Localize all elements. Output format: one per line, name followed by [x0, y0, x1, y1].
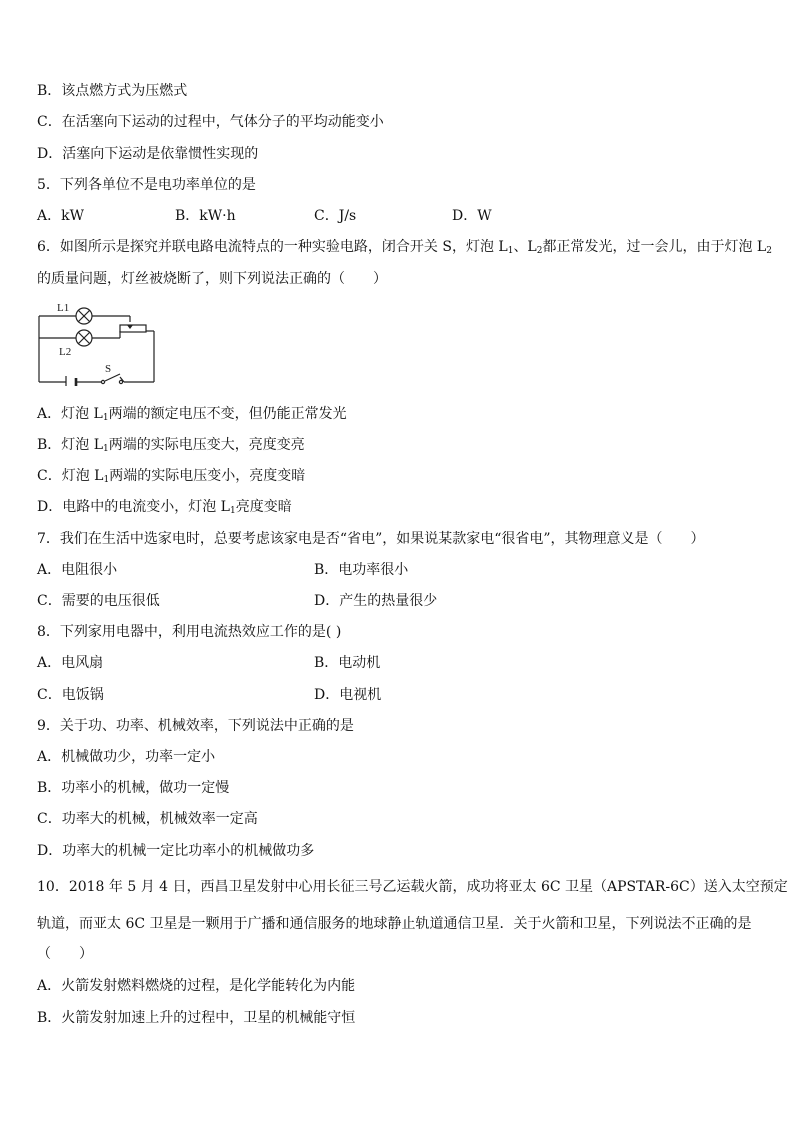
- q5-option-d: D．W: [452, 208, 492, 224]
- q8-stem: 8．下列家用电器中，利用电流热效应工作的是( ): [37, 624, 342, 640]
- label-s: S: [105, 363, 112, 375]
- q4-option-c: C．在活塞向下运动的过程中，气体分子的平均动能变小: [37, 114, 384, 130]
- q9-option-c: C．功率大的机械，机械效率一定高: [37, 811, 258, 827]
- q9-stem: 9．关于功、功率、机械效率，下列说法中正确的是: [37, 718, 354, 734]
- q7-option-b: B．电功率很小: [314, 562, 409, 578]
- q6-stem-line2: 的质量问题，灯丝被烧断了，则下列说法正确的（ ）: [37, 271, 387, 287]
- battery-icon: [66, 376, 76, 386]
- q8-option-d: D．电视机: [314, 687, 382, 703]
- q10-stem-line2: 轨道，而亚太 6C 卫星是一颗用于广播和通信服务的地球静止轨道通信卫星．关于火箭和卫星，下列说法不正确的是: [37, 916, 752, 932]
- q6-option-c: C．灯泡 $L_1$两端的实际电压变小，亮度变暗: [37, 468, 306, 485]
- q9-option-d: D．功率大的机械一定比功率小的机械做功多: [37, 843, 315, 859]
- q5-stem: 5．下列各单位不是电功率单位的是: [37, 177, 256, 193]
- q6-option-d: D．电路中的电流变小，灯泡 $L_1$亮度变暗: [37, 499, 292, 516]
- q4-option-d: D．活塞向下运动是依靠惯性实现的: [37, 146, 259, 162]
- lamp-l1-icon: [76, 308, 92, 324]
- q10-stem-line1: 10．2018 年 5 月 4 日，西昌卫星发射中心用长征三号乙运载火箭，成功将亚太 6C 卫星（APSTAR-6C）送入太空预定: [37, 879, 788, 895]
- rheostat-slider-icon: [127, 325, 133, 329]
- q4-option-b: B．该点燃方式为压燃式: [37, 83, 188, 99]
- q9-option-a: A．机械做功少，功率一定小: [37, 749, 216, 765]
- label-l1: L1: [57, 302, 70, 314]
- q10-option-a: A．火箭发射燃料燃烧的过程，是化学能转化为内能: [37, 978, 356, 994]
- q7-stem: 7．我们在生活中选家电时，总要考虑该家电是否“省电”，如果说某款家电“很省电”，其物理意义是（ ）: [37, 531, 705, 547]
- label-l2: L2: [59, 346, 72, 358]
- q9-option-b: B．功率小的机械，做功一定慢: [37, 780, 230, 796]
- q10-stem-line3: （ ）: [37, 946, 93, 962]
- q8-option-c: C．电饭锅: [37, 687, 104, 703]
- parallel-circuit-diagram: [30, 298, 160, 386]
- q7-option-c: C．需要的电压很低: [37, 593, 160, 609]
- q5-option-b: B．kW·h: [175, 208, 236, 224]
- q7-option-d: D．产生的热量很少: [314, 593, 438, 609]
- q7-option-a: A．电阻很小: [37, 562, 118, 578]
- q6-stem-line1: 6．如图所示是探究并联电路电流特点的一种实验电路，闭合开关 S，灯泡 $L_1$、$L_2$都正常发光，过一会儿，由于灯泡 $L_2$: [37, 239, 772, 256]
- q5-option-a: A．kW: [37, 208, 84, 224]
- switch-icon: [101, 374, 122, 384]
- q5-option-c: C．J/s: [314, 208, 357, 224]
- q6-option-a: A．灯泡 $L_1$两端的额定电压不变，但仍能正常发光: [37, 406, 347, 423]
- q6-option-b: B．灯泡 $L_1$两端的实际电压变大，亮度变亮: [37, 437, 305, 454]
- q8-option-b: B．电动机: [314, 655, 381, 671]
- q8-option-a: A．电风扇: [37, 655, 104, 671]
- lamp-l2-icon: [76, 330, 92, 346]
- q10-option-b: B．火箭发射加速上升的过程中，卫星的机械能守恒: [37, 1010, 356, 1026]
